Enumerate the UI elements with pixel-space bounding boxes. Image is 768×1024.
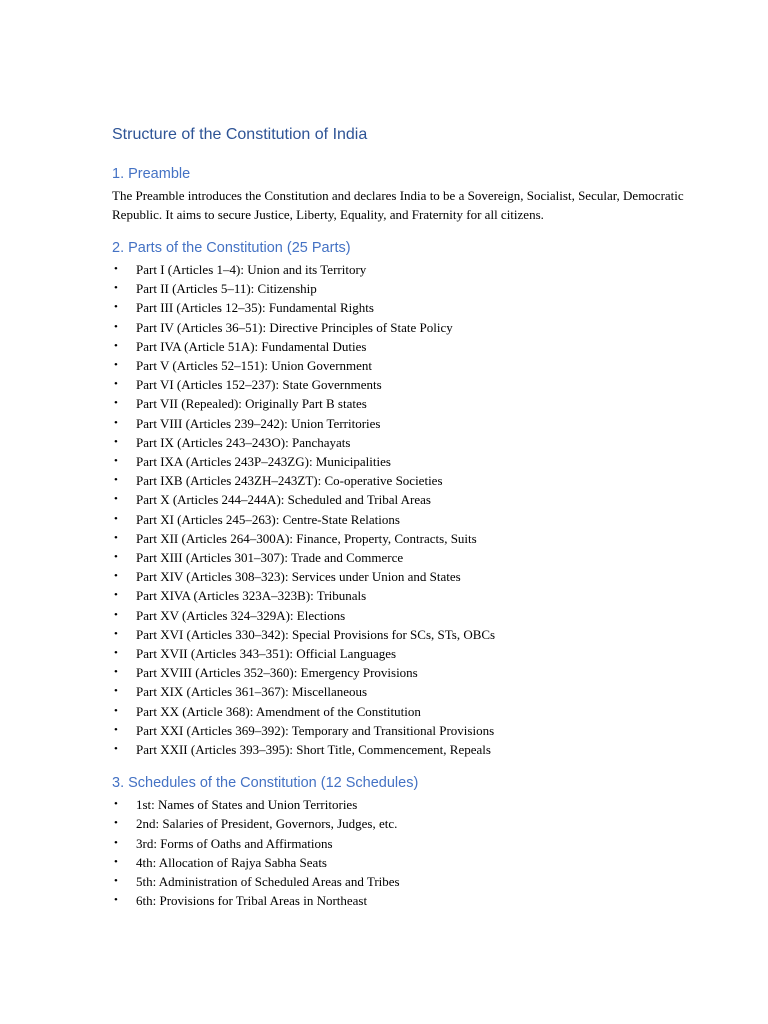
bullet-icon: •	[114, 320, 118, 333]
list-item-text: Part XX (Article 368): Amendment of the Constitution	[136, 703, 421, 719]
list-item	[112, 510, 708, 529]
list-item-text: Part XVII (Articles 343–351): Official Languages	[136, 646, 397, 662]
list-item	[112, 682, 708, 701]
list-item	[112, 414, 708, 433]
list-item	[112, 452, 708, 471]
bullet-icon: •	[114, 608, 118, 621]
bullet-icon: •	[114, 723, 118, 736]
schedules-heading: 3. Schedules of the Constitution (12 Schedules)	[112, 775, 419, 792]
bullet-icon: •	[114, 743, 118, 756]
list-item	[112, 490, 708, 509]
list-item-text: Part XIII (Articles 301–307): Trade and Commerce	[136, 550, 404, 566]
bullet-icon: •	[114, 855, 118, 868]
list-item	[112, 740, 708, 759]
list-item-text: Part XV (Articles 324–329A): Elections	[136, 607, 346, 623]
bullet-icon: •	[114, 589, 118, 602]
list-item-text: Part XI (Articles 245–263): Centre-State Relations	[136, 511, 400, 527]
document-title: Structure of the Constitution of India	[112, 126, 368, 143]
bullet-icon: •	[114, 378, 118, 391]
bullet-icon: •	[114, 301, 118, 314]
list-item-text: Part III (Articles 12–35): Fundamental Rights	[136, 300, 374, 316]
bullet-icon: •	[114, 647, 118, 660]
bullet-icon: •	[114, 531, 118, 544]
bullet-icon: •	[114, 685, 118, 698]
list-item-text: Part XIX (Articles 361–367): Miscellaneous	[136, 684, 368, 700]
preamble-paragraph: The Preamble introduces the Constitution and declares India to be a Sovereign, Socialist, Secular, Democratic Republic. It aims to secure Justice, Liberty, Equality, and Fraternity for all citizens.	[112, 188, 684, 222]
list-item	[112, 872, 708, 891]
list-item-text: 5th: Administration of Scheduled Areas and Tribes	[136, 874, 400, 890]
parts-list	[112, 260, 708, 759]
bullet-icon: •	[114, 455, 118, 468]
bullet-icon: •	[114, 339, 118, 352]
list-item	[112, 834, 708, 853]
list-item	[112, 721, 708, 740]
bullet-icon: •	[114, 875, 118, 888]
list-item	[112, 471, 708, 490]
list-item-text: Part X (Articles 244–244A): Scheduled and Tribal Areas	[136, 492, 431, 508]
list-item-text: Part IXA (Articles 243P–243ZG): Municipalities	[136, 454, 391, 470]
list-item	[112, 814, 708, 833]
list-item	[112, 529, 708, 548]
list-item-text: Part XIV (Articles 308–323): Services under Union and States	[136, 569, 461, 585]
list-item	[112, 702, 708, 721]
parts-heading: 2. Parts of the Constitution (25 Parts)	[112, 240, 351, 256]
bullet-icon: •	[114, 570, 118, 583]
bullet-icon: •	[114, 493, 118, 506]
list-item	[112, 298, 708, 317]
list-item	[112, 375, 708, 394]
schedules-list	[112, 795, 708, 910]
list-item-text: Part IVA (Article 51A): Fundamental Duties	[136, 338, 367, 354]
list-item-text: Part XVIII (Articles 352–360): Emergency Provisions	[136, 665, 418, 681]
list-item-text: Part II (Articles 5–11): Citizenship	[136, 281, 317, 297]
bullet-icon: •	[114, 435, 118, 448]
list-item	[112, 318, 708, 337]
list-item	[112, 548, 708, 567]
list-item	[112, 567, 708, 586]
list-item	[112, 394, 708, 413]
bullet-icon: •	[114, 627, 118, 640]
list-item	[112, 663, 708, 682]
list-item-text: Part XIVA (Articles 323A–323B): Tribunals	[136, 588, 367, 604]
list-item-text: Part VIII (Articles 239–242): Union Territories	[136, 415, 381, 431]
bullet-icon: •	[114, 282, 118, 295]
list-item	[112, 644, 708, 663]
list-item-text: Part XXI (Articles 369–392): Temporary and Transitional Provisions	[136, 722, 495, 738]
bullet-icon: •	[114, 474, 118, 487]
list-item-text: Part XII (Articles 264–300A): Finance, Property, Contracts, Suits	[136, 530, 477, 546]
bullet-icon: •	[114, 666, 118, 679]
bullet-icon: •	[114, 551, 118, 564]
bullet-icon: •	[114, 512, 118, 525]
list-item-text: Part I (Articles 1–4): Union and its Territory	[136, 262, 367, 277]
list-item	[112, 260, 708, 279]
list-item-text: 4th: Allocation of Rajya Sabha Seats	[136, 854, 327, 870]
list-item-text: Part XXII (Articles 393–395): Short Title, Commencement, Repeals	[136, 742, 491, 758]
list-item-text: Part IV (Articles 36–51): Directive Principles of State Policy	[136, 319, 453, 335]
bullet-icon: •	[114, 416, 118, 429]
list-item	[112, 795, 708, 814]
list-item-text: Part VI (Articles 152–237): State Governments	[136, 377, 382, 393]
bullet-icon: •	[114, 817, 118, 830]
list-item-text: 2nd: Salaries of President, Governors, Judges, etc.	[136, 816, 398, 832]
bullet-icon: •	[114, 263, 118, 275]
list-item	[112, 433, 708, 452]
list-item-text: 3rd: Forms of Oaths and Affirmations	[136, 835, 333, 851]
list-item	[112, 356, 708, 375]
list-item	[112, 625, 708, 644]
list-item-text: Part VII (Repealed): Originally Part B states	[136, 396, 367, 412]
list-item	[112, 337, 708, 356]
list-item-text: Part V (Articles 52–151): Union Government	[136, 358, 373, 374]
list-item	[112, 586, 708, 605]
bullet-icon: •	[114, 397, 118, 410]
list-item	[112, 853, 708, 872]
bullet-icon: •	[114, 704, 118, 717]
list-item	[112, 279, 708, 298]
list-item-text: 6th: Provisions for Tribal Areas in Northeast	[136, 893, 368, 909]
preamble-heading: 1. Preamble	[112, 166, 191, 182]
list-item	[112, 891, 708, 910]
list-item-text: 1st: Names of States and Union Territories	[136, 797, 358, 813]
bullet-icon: •	[114, 894, 118, 907]
list-item-text: Part XVI (Articles 330–342): Special Provisions for SCs, STs, OBCs	[136, 626, 496, 642]
bullet-icon: •	[114, 836, 118, 849]
bullet-icon: •	[114, 359, 118, 372]
list-item-text: Part IX (Articles 243–243O): Panchayats	[136, 434, 351, 450]
bullet-icon: •	[114, 798, 118, 811]
list-item-text: Part IXB (Articles 243ZH–243ZT): Co-operative Societies	[136, 473, 443, 489]
list-item	[112, 606, 708, 625]
